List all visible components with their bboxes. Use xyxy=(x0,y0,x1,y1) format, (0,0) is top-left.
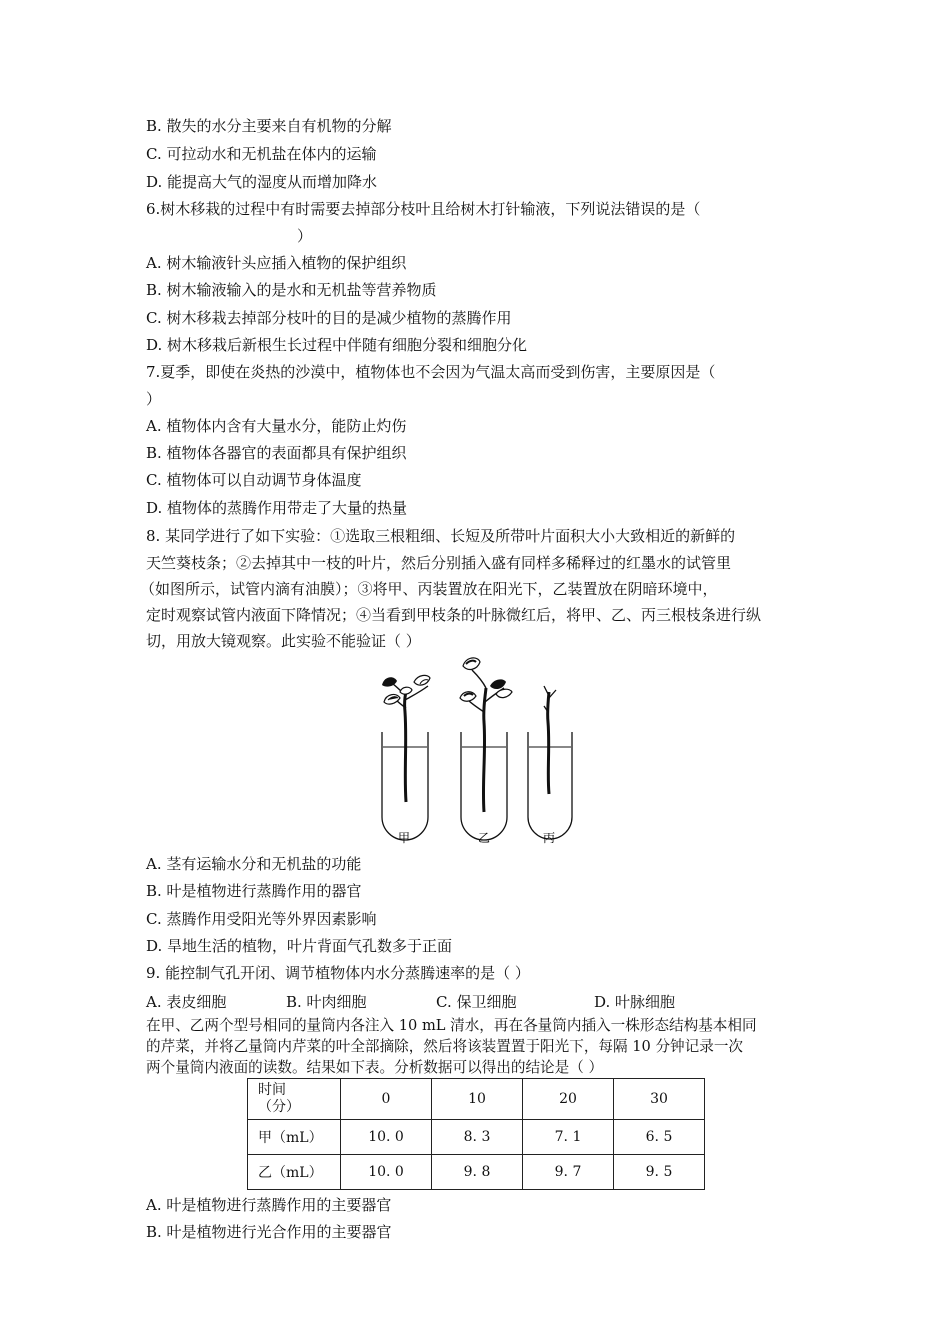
table-header-time xyxy=(248,1079,341,1120)
q8-option-d: D. 旱地生活的植物，叶片背面气孔数多于正面 xyxy=(146,937,453,955)
table-cell: 7. 1 xyxy=(523,1120,614,1155)
time-label-line1: 时间 xyxy=(258,1082,286,1098)
q6-option-d: D. 树木移栽后新根生长过程中伴随有细胞分裂和细胞分化 xyxy=(146,336,528,354)
q7-option-b: B. 植物体各器官的表面都具有保护组织 xyxy=(146,444,407,462)
table-header-row xyxy=(248,1079,705,1120)
table-header-cell: 0 xyxy=(341,1079,432,1120)
table-cell: 10. 0 xyxy=(341,1155,432,1190)
q9-option-c: C. 保卫细胞 xyxy=(436,993,517,1011)
q8-option-a: A. 茎有运输水分和无机盐的功能 xyxy=(146,855,362,873)
q10-option-b: B. 叶是植物进行光合作用的主要器官 xyxy=(146,1223,392,1241)
q7-stem-line1: 7.夏季，即使在炎热的沙漠中，植物体也不会因为气温太高而受到伤害，主要原因是（ xyxy=(146,363,716,381)
q8-stem-line1: 8. 某同学进行了如下实验：①选取三根粗细、长短及所带叶片面积大小大致相近的新鲜的 xyxy=(146,527,736,545)
q6-option-b: B. 树木输液输入的是水和无机盐等营养物质 xyxy=(146,281,437,299)
q9-stem: 9. 能控制气孔开闭、调节植物体内水分蒸腾速率的是（ ） xyxy=(146,964,530,982)
label-bing: 丙 xyxy=(543,831,556,845)
row-label-jia: 甲（mL） xyxy=(248,1120,341,1155)
q6-option-a: A. 树木输液针头应插入植物的保护组织 xyxy=(146,254,407,272)
q5-option-d: D. 能提高大气的湿度从而增加降水 xyxy=(146,173,378,191)
q5-option-c: C. 可拉动水和无机盐在体内的运输 xyxy=(146,145,377,163)
q8-stem-line5: 切，用放大镜观察。此实验不能验证（ ） xyxy=(146,632,421,650)
q7-option-d: D. 植物体的蒸腾作用带走了大量的热量 xyxy=(146,499,408,517)
q9-option-d: D. 叶脉细胞 xyxy=(594,993,676,1011)
q6-stem-line1: 6.树木移栽的过程中有时需要去掉部分枝叶且给树木打针输液，下列说法错误的是（ xyxy=(146,200,701,218)
q5-option-b: B. 散失的水分主要来自有机物的分解 xyxy=(146,117,392,135)
table-cell: 9. 8 xyxy=(432,1155,523,1190)
q10-stem-line3: 两个量筒内液面的读数。结果如下表。分析数据可以得出的结论是（ ） xyxy=(146,1059,604,1076)
data-table xyxy=(247,1078,705,1190)
label-jia: 甲 xyxy=(398,831,411,845)
q6-stem-line2: ） xyxy=(297,227,313,245)
q7-option-c: C. 植物体可以自动调节身体温度 xyxy=(146,471,362,489)
branch-bing-no-leaves xyxy=(544,686,556,794)
q9-option-b: B. 叶肉细胞 xyxy=(286,993,367,1011)
table-row xyxy=(248,1120,705,1155)
table-cell: 9. 7 xyxy=(523,1155,614,1190)
q8-stem-line3: （如图所示，试管内滴有油膜）；③将甲、丙装置放在阳光下，乙装置放在阴暗环境中， xyxy=(140,580,718,598)
q7-option-a: A. 植物体内含有大量水分，能防止灼伤 xyxy=(146,417,407,435)
label-yi: 乙 xyxy=(478,831,491,845)
table-cell: 8. 3 xyxy=(432,1120,523,1155)
q9-option-a: A. 表皮细胞 xyxy=(146,993,227,1011)
q8-option-b: B. 叶是植物进行蒸腾作用的器官 xyxy=(146,882,362,900)
table-cell: 9. 5 xyxy=(614,1155,705,1190)
table-header-cell: 10 xyxy=(432,1079,523,1120)
table-cell: 6. 5 xyxy=(614,1120,705,1155)
q8-option-c: C. 蒸腾作用受阳光等外界因素影响 xyxy=(146,910,377,928)
q6-option-c: C. 树木移栽去掉部分枝叶的目的是减少植物的蒸腾作用 xyxy=(146,309,512,327)
table-row xyxy=(248,1155,705,1190)
table-cell: 10. 0 xyxy=(341,1120,432,1155)
q10-stem-line2: 的芹菜，并将乙量筒内芹菜的叶全部摘除，然后将该装置置于阳光下，每隔 10 分钟记录一次 xyxy=(146,1038,744,1055)
q8-stem-line4: 定时观察试管内液面下降情况；④当看到甲枝条的叶脉微红后，将甲、乙、丙三根枝条进行纵 xyxy=(146,606,762,624)
q7-stem-line2: ） xyxy=(146,390,162,408)
branch-yi-with-leaves xyxy=(460,658,512,812)
q10-stem-line1: 在甲、乙两个型号相同的量筒内各注入 10 mL 清水，再在各量筒内插入一株形态结构基本相同 xyxy=(146,1017,757,1034)
table-header-cell: 30 xyxy=(614,1079,705,1120)
branch-jia-with-leaves xyxy=(382,675,430,802)
row-label-yi: 乙（mL） xyxy=(248,1155,341,1190)
q8-stem-line2: 天竺葵枝条；②去掉其中一枝的叶片，然后分别插入盛有同样多稀释过的红墨水的试管里 xyxy=(146,554,732,572)
q10-option-a: A. 叶是植物进行蒸腾作用的主要器官 xyxy=(146,1196,392,1214)
experiment-figure xyxy=(370,652,580,848)
table-header-cell: 20 xyxy=(523,1079,614,1120)
time-label-line2: （分） xyxy=(258,1099,300,1115)
